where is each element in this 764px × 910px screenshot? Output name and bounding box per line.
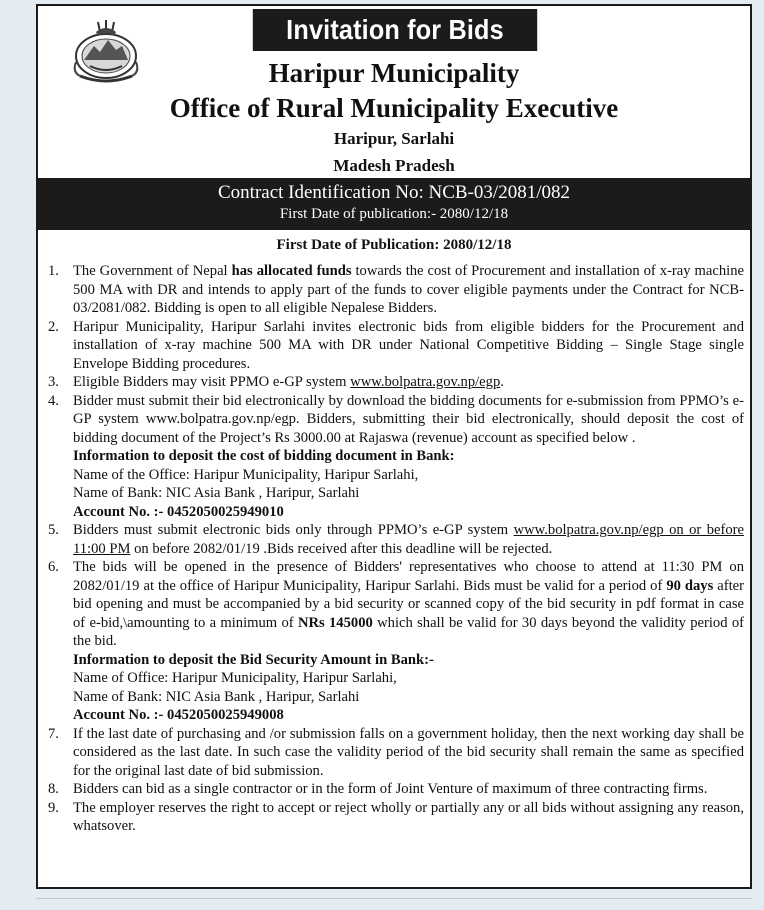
- office-line: Name of Office: Haripur Municipality, Haripur Sarlahi,: [73, 670, 397, 686]
- list-item: 7. If the last date of purchasing and /or submission falls on a government holiday, then the next working day shall be considered as the last date. In such case the validity period of the bid security shall remain the same as specified for the original last date of bid submission.: [48, 725, 744, 779]
- deposit-heading: Information to deposit the Bid Security Amount in Bank:-: [73, 651, 434, 668]
- list-item: 5. Bidders must submit electronic bids only through PPMO’s e-GP system www.bolpatra.gov.np/egp on or before 11:00 PM on before 2082/01/19 .Bids received after this deadline will be rejected.: [48, 522, 745, 557]
- publication-heading: First Date of Publication: 2080/12/18: [276, 237, 512, 253]
- notice-items: [48, 262, 744, 836]
- municipality-name: Haripur Municipality: [268, 58, 520, 88]
- deposit-heading: Information to deposit the cost of bidding document in Bank:: [73, 448, 455, 464]
- bank-line: Name of Bank: NIC Asia Bank , Haripur, Sarlahi: [73, 485, 360, 501]
- page-divider: [36, 898, 752, 899]
- office-name: Office of Rural Municipality Executive: [169, 93, 619, 123]
- publication-date-line: First Date of publication:- 2080/12/18: [279, 206, 509, 222]
- office-line: Name of the Office: Haripur Municipality, Haripur Sarlahi,: [73, 466, 419, 483]
- contract-band: [38, 178, 750, 230]
- notice-banner: Invitation for Bids: [253, 9, 537, 51]
- list-item: 6. The bids will be opened in the presence of Bidders' representatives who choose to attend at 11:30 PM on 2082/01/19 at the office of Haripur Municipality, Haripur Sarlahi. Bids must be valid for a period of 90 days after bid opening and must be accompanied by a bid security or scanned copy of the bid security in pdf format in case of e-bid,\amounting to a minimum of NRs 145000 which shall be valid for 30 days beyond the validity period of the bid. Information to deposit the Bid Security Amount in Bank:- Name of Office: Haripur Municipality, Haripur Sarlahi, Name of Bank: NIC Asia Bank , Haripur, Sarlahi Account No. :- 0452050025949008: [48, 559, 744, 723]
- egp-link[interactable]: www.bolpatra.gov.np/egp: [350, 374, 501, 390]
- list-item: 2. Haripur Municipality, Haripur Sarlahi invites electronic bids from eligible bidders for the Procurement and installation of x-ray machine 500 MA with DR under National Competitive Bidding – Single Stage single Envelope Bidding procedures.: [48, 318, 744, 372]
- contract-id: Contract Identification No: NCB-03/2081/082: [218, 182, 570, 203]
- list-item: 8. Bidders can bid as a single contractor or in the form of Joint Venture of maximum of three contracting firms.: [48, 781, 708, 797]
- egp-link[interactable]: www.bolpatra.gov.np/egp on or before 11:00 PM: [73, 522, 745, 557]
- list-item: 9. The employer reserves the right to accept or reject wholly or partially any or all bids without assigning any reason, whatsover.: [48, 799, 744, 834]
- office-location: Haripur, Sarlahi: [333, 129, 455, 148]
- bank-line: Name of Bank: NIC Asia Bank , Haripur, Sarlahi: [73, 688, 360, 705]
- bid-notice: [36, 4, 752, 889]
- list-item: 3. Eligible Bidders may visit PPMO e-GP system www.bolpatra.gov.np/egp.: [48, 374, 504, 390]
- account-number: Account No. :- 0452050025949010: [73, 503, 284, 520]
- account-number: Account No. :- 0452050025949008: [73, 707, 284, 723]
- office-province: Madesh Pradesh: [333, 156, 455, 175]
- list-item: 4. Bidder must submit their bid electronically by download the bidding documents for e-submission from PPMO’s e-GP system www.bolpatra.gov.np/egp. Bidders, submitting their bid electronically, should deposit the cost of bidding document of the Project’s Rs 3000.00 at Rajaswa (revenue) account as specified below . Information to deposit the cost of bidding document in Bank: Name of the Office: Haripur Municipality, Haripur Sarlahi, Name of Bank: NIC Asia Bank , Haripur, Sarlahi Account No. :- 0452050025949010: [48, 392, 744, 520]
- list-item: 1. The Government of Nepal has allocated funds towards the cost of Procurement and installation of x-ray machine 500 MA with DR and intends to apply part of the funds to cover eligible payments under the Contract for NCB-03/2081/082. Bidding is open to all eligible Nepalese Bidders.: [48, 263, 744, 316]
